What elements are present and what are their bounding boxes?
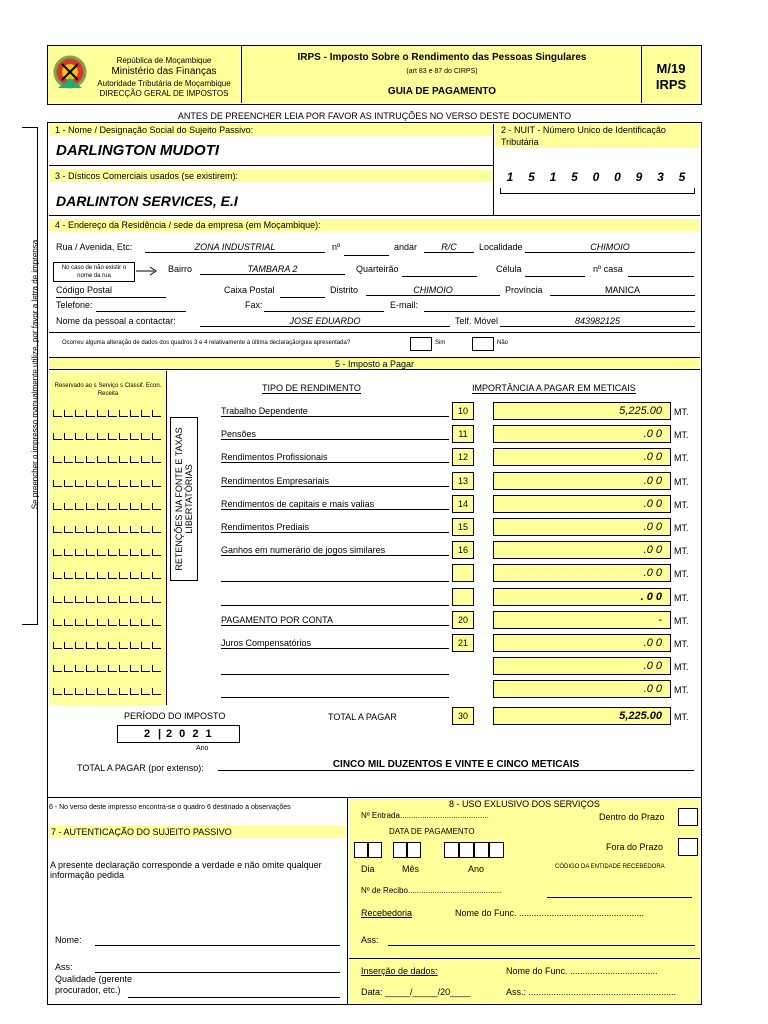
contact-value: JOSE EDUARDO — [200, 316, 450, 327]
section1-label: 1 - Nome / Designação Social do Sujeito Passivo: — [49, 124, 493, 136]
reserved-tick[interactable] — [64, 433, 73, 440]
reserved-tick[interactable] — [141, 433, 150, 440]
reserved-tick[interactable] — [75, 572, 84, 579]
reserved-tick[interactable] — [86, 596, 95, 603]
nao-label: Não — [497, 340, 509, 346]
reserved-tick[interactable] — [53, 596, 62, 603]
row-amount[interactable]: .0 0 — [493, 634, 671, 652]
row-code: 14 — [452, 495, 474, 513]
row-code: 10 — [452, 402, 474, 420]
dia-label: Dia — [361, 864, 375, 874]
nuit-digit: 1 — [549, 170, 557, 184]
reserved-tick[interactable] — [97, 433, 106, 440]
reserved-tick[interactable] — [152, 480, 161, 487]
bairro-label: Bairro — [168, 264, 193, 274]
row-amount[interactable]: .0 0 — [493, 680, 671, 698]
reserved-tick[interactable] — [119, 549, 128, 556]
entrada: Nº Entrada........................................ — [361, 811, 489, 820]
reserved-tick[interactable] — [152, 503, 161, 510]
dentro-label: Dentro do Prazo — [599, 812, 665, 822]
reserved-tick[interactable] — [75, 456, 84, 463]
reserved-tick[interactable] — [119, 619, 128, 626]
row-currency: MT. — [674, 662, 689, 672]
ano-box-1[interactable] — [444, 842, 459, 858]
reserved-tick[interactable] — [64, 480, 73, 487]
reserved-tick[interactable] — [64, 526, 73, 533]
reserved-tick[interactable] — [130, 688, 139, 695]
reserved-tick[interactable] — [97, 665, 106, 672]
row-currency: MT. — [674, 616, 689, 626]
provincia-value: MANICA — [550, 285, 695, 296]
reserved-tick[interactable] — [108, 410, 117, 417]
movel-label: Telf. Móvel — [455, 316, 499, 326]
reserved-tick[interactable] — [53, 549, 62, 556]
reserved-tick[interactable] — [53, 526, 62, 533]
reserved-tick[interactable] — [130, 503, 139, 510]
ano-box-4[interactable] — [489, 842, 504, 858]
reserved-tick[interactable] — [108, 456, 117, 463]
sim-label: Sim — [435, 340, 446, 346]
reserved-tick[interactable] — [119, 688, 128, 695]
row-label — [221, 661, 449, 675]
section7-text: A presente declaração corresponde a verdade e não omite qualquer informação pedida — [50, 860, 322, 880]
reserved-tick[interactable] — [119, 410, 128, 417]
reserved-tick[interactable] — [108, 480, 117, 487]
ass-insercao: Ass.: ........................................................... — [506, 987, 677, 997]
reserved-tick[interactable] — [97, 410, 106, 417]
reserved-tick[interactable] — [119, 480, 128, 487]
reserved-tick[interactable] — [64, 642, 73, 649]
col-tipo: TIPO DE RENDIMENTO — [262, 383, 361, 393]
fora-checkbox[interactable] — [678, 838, 698, 856]
header — [47, 45, 702, 105]
ass-func: Ass: — [361, 935, 379, 945]
distrito-value: CHIMOIO — [366, 285, 500, 296]
nome-label: Nome: — [55, 935, 82, 945]
extenso-label: TOTAL A PAGAR (por extenso): — [77, 763, 204, 773]
qualidade-label: Qualidade (gerente procurador, etc.) — [55, 974, 133, 995]
reserved-tick[interactable] — [108, 572, 117, 579]
reserved-tick[interactable] — [108, 619, 117, 626]
reserved-tick[interactable] — [86, 526, 95, 533]
reserved-tick[interactable] — [119, 642, 128, 649]
row-currency: MT. — [674, 430, 689, 440]
form-tax: IRPS — [655, 77, 687, 92]
reserved-tick[interactable] — [141, 410, 150, 417]
reserved-tick[interactable] — [53, 665, 62, 672]
row-currency: MT. — [674, 569, 689, 579]
reserved-tick[interactable] — [141, 665, 150, 672]
reserved-tick[interactable] — [119, 456, 128, 463]
retention-label: RETENÇÕES NA FONTE E TAXAS LIBERTATÓRIAS — [174, 427, 194, 571]
authority: Autoridade Tributária de Moçambique — [97, 79, 231, 88]
movel-value: 843982125 — [500, 316, 695, 327]
reserved-tick[interactable] — [119, 665, 128, 672]
reserved-tick[interactable] — [86, 549, 95, 556]
reserved-tick[interactable] — [119, 433, 128, 440]
reserved-tick[interactable] — [86, 433, 95, 440]
reserved-tick[interactable] — [86, 642, 95, 649]
codigo-label: Código Postal — [56, 285, 113, 295]
data-insercao: Data: _____/_____/20____ — [361, 987, 471, 997]
reserved-tick[interactable] — [119, 572, 128, 579]
ano-date-label: Ano — [468, 864, 485, 874]
reserved-tick[interactable] — [53, 572, 62, 579]
row-amount[interactable]: .0 0 — [493, 541, 671, 559]
reserved-tick[interactable] — [152, 596, 161, 603]
row-amount[interactable]: . 0 0 — [493, 588, 671, 606]
dia-box-1[interactable] — [354, 842, 368, 858]
dentro-checkbox[interactable] — [678, 808, 698, 826]
row-currency: MT. — [674, 685, 689, 695]
col-importancia: IMPORTÂNCIA A PAGAR EM METICAIS — [472, 383, 636, 393]
street-note: No caso de não existir o nome da rua — [53, 262, 135, 282]
reserved-tick[interactable] — [97, 456, 106, 463]
ano-box-3[interactable] — [474, 842, 489, 858]
distrito-label: Distrito — [330, 285, 359, 295]
reserved-tick[interactable] — [119, 526, 128, 533]
total-amount[interactable]: 5,225.00 — [493, 707, 671, 725]
rua-value: ZONA INDUSTRIAL — [145, 242, 325, 253]
row-currency: MT. — [674, 639, 689, 649]
mes-box-2[interactable] — [407, 842, 421, 858]
row-code — [452, 588, 474, 606]
nuit-digits — [500, 170, 695, 194]
taxpayer-name: DARLINGTON MUDOTI — [56, 142, 220, 159]
reserved-tick[interactable] — [152, 549, 161, 556]
row-amount[interactable]: .0 0 — [493, 472, 671, 490]
row-currency: MT. — [674, 407, 689, 417]
reserved-tick[interactable] — [141, 596, 150, 603]
reserved-tick[interactable] — [64, 665, 73, 672]
instructions: ANTES DE PREENCHER LEIA POR FAVOR AS INTRUÇÕES NO VERSO DESTE DOCUMENTO — [177, 111, 572, 121]
republic: República de Moçambique — [116, 56, 212, 65]
quarteirao-label: Quarteirão — [356, 264, 399, 274]
reserved-tick[interactable] — [130, 433, 139, 440]
row-code: 20 — [452, 611, 474, 629]
reserved-tick[interactable] — [152, 456, 161, 463]
row-code — [452, 564, 474, 582]
nuit-digit: 0 — [592, 170, 600, 184]
total-code: 30 — [452, 707, 474, 725]
reserved-tick[interactable] — [141, 619, 150, 626]
section4-label: 4 - Endereço da Residência / sede da empresa (em Moçambique): — [49, 219, 700, 231]
reserved-tick[interactable] — [152, 688, 161, 695]
reserved-tick[interactable] — [130, 572, 139, 579]
data-pag-label: DATA DE PAGAMENTO — [389, 827, 475, 836]
reserved-tick[interactable] — [108, 688, 117, 695]
nuit-digit: 5 — [571, 170, 578, 184]
insercao: Inserção de dados: — [361, 966, 438, 976]
reserved-tick[interactable] — [141, 572, 150, 579]
row-label — [221, 684, 449, 698]
reserved-tick[interactable] — [75, 433, 84, 440]
nuit-digit: 3 — [657, 170, 664, 184]
reserved-tick[interactable] — [97, 480, 106, 487]
row-label: Rendimentos Profissionais — [221, 452, 449, 463]
row-code: 16 — [452, 541, 474, 559]
rua-label: Rua / Avenida, Etc: — [56, 242, 133, 252]
reserved-tick[interactable] — [141, 642, 150, 649]
row-currency: MT. — [674, 500, 689, 510]
caixa-label: Caixa Postal — [224, 285, 275, 295]
row-amount[interactable]: .0 0 — [493, 495, 671, 513]
nuit-digit: 0 — [614, 170, 621, 184]
reserved-tick[interactable] — [141, 456, 150, 463]
reserved-tick[interactable] — [75, 549, 84, 556]
reserved-tick[interactable] — [86, 503, 95, 510]
reserved-tick[interactable] — [141, 549, 150, 556]
row-label: Trabalho Dependente — [221, 406, 449, 417]
reserved-tick[interactable] — [108, 433, 117, 440]
reserved-tick[interactable] — [152, 526, 161, 533]
reserved-tick[interactable] — [97, 526, 106, 533]
form-code: M/19 — [656, 61, 686, 76]
reserved-tick[interactable] — [130, 480, 139, 487]
row-label — [221, 568, 449, 582]
reserved-tick[interactable] — [130, 642, 139, 649]
row-amount[interactable]: .0 0 — [493, 518, 671, 536]
extenso-value: CINCO MIL DUZENTOS E VINTE E CINCO METICAIS — [218, 759, 694, 771]
reserved-tick[interactable] — [130, 456, 139, 463]
periodo-box: 2 | 2 0 2 1 — [117, 725, 240, 743]
reserved-tick[interactable] — [86, 572, 95, 579]
reserved-tick[interactable] — [75, 642, 84, 649]
section8-label: 8 - USO EXLUSIVO DOS SERVIÇOS — [449, 799, 600, 809]
reserved-tick[interactable] — [108, 596, 117, 603]
reserved-tick[interactable] — [53, 456, 62, 463]
reserved-tick[interactable] — [53, 503, 62, 510]
reserved-tick[interactable] — [130, 596, 139, 603]
reserved-tick[interactable] — [108, 549, 117, 556]
periodo-year: 2 0 2 1 — [166, 728, 214, 740]
row-amount[interactable]: .0 0 — [493, 564, 671, 582]
form-subtitle: (art 83 e 87 do CIRPS) — [406, 68, 478, 75]
section7-label: 7 - AUTENTICAÇÃO DO SUJEITO PASSIVO — [49, 826, 346, 838]
reserved-column — [49, 371, 167, 705]
ministry: Ministério das Finanças — [111, 66, 217, 77]
reserved-tick[interactable] — [53, 642, 62, 649]
reserved-tick[interactable] — [108, 642, 117, 649]
andar-value: R/C — [424, 242, 474, 253]
reserved-tick[interactable] — [130, 410, 139, 417]
row-label: PAGAMENTO POR CONTA — [221, 615, 449, 626]
celula-label: Célula — [496, 264, 522, 274]
reserved-tick[interactable] — [97, 503, 106, 510]
ass-label: Ass: — [55, 962, 73, 972]
reserved-tick[interactable] — [130, 549, 139, 556]
reserved-tick[interactable] — [108, 526, 117, 533]
reserved-tick[interactable] — [75, 410, 84, 417]
reserved-tick[interactable] — [86, 480, 95, 487]
fax-label: Fax: — [245, 300, 263, 310]
reserved-tick[interactable] — [75, 596, 84, 603]
reserved-tick[interactable] — [64, 619, 73, 626]
reserved-tick[interactable] — [141, 526, 150, 533]
section5-label: 5 - Imposto a Pagar — [49, 357, 700, 370]
reserved-tick[interactable] — [86, 456, 95, 463]
codigo-label: CÓDIGO DA ENTIDADE RECEBEDORA — [555, 864, 665, 870]
periodo-label: PERÍODO DO IMPOSTO — [124, 711, 226, 721]
nao-checkbox[interactable] — [472, 337, 494, 351]
reserved-tick[interactable] — [97, 688, 106, 695]
mes-label: Mês — [402, 864, 420, 874]
section6-note: 6 - No verso deste impresso encontra-se o quadro 6 destinado a observações — [49, 804, 291, 811]
reserved-tick[interactable] — [152, 410, 161, 417]
reserved-tick[interactable] — [53, 619, 62, 626]
total-label: TOTAL A PAGAR — [328, 712, 397, 722]
row-amount[interactable]: .0 0 — [493, 657, 671, 675]
reserved-tick[interactable] — [75, 688, 84, 695]
reserved-tick[interactable] — [152, 433, 161, 440]
fora-label: Fora do Prazo — [606, 842, 664, 852]
row-label: Pensões — [221, 429, 449, 440]
row-currency: MT. — [674, 546, 689, 556]
reserved-tick[interactable] — [152, 665, 161, 672]
nuit-digit: 1 — [506, 170, 514, 184]
mes-box-1[interactable] — [393, 842, 407, 858]
reserved-tick[interactable] — [53, 410, 62, 417]
reserved-tick[interactable] — [108, 503, 117, 510]
reserved-tick[interactable] — [75, 619, 84, 626]
no-label: nº — [332, 242, 341, 252]
row-amount[interactable]: 5,225.00 — [493, 402, 671, 420]
reserved-tick[interactable] — [130, 665, 139, 672]
guide-title: GUIA DE PAGAMENTO — [387, 86, 497, 97]
reserved-label: Reservado ao s Serviço s Classif. Econ. Receita — [54, 383, 162, 397]
reserved-tick[interactable] — [152, 572, 161, 579]
reserved-tick[interactable] — [86, 619, 95, 626]
dia-box-2[interactable] — [368, 842, 382, 858]
reserved-tick[interactable] — [64, 572, 73, 579]
section2-label: 2 - NUIT - Número Unico de Identificação Tributária — [495, 124, 700, 148]
reserved-tick[interactable] — [141, 688, 150, 695]
localidade-value: CHIMOIO — [525, 242, 695, 253]
row-currency: MT. — [674, 477, 689, 487]
nuit-digit: 5 — [528, 170, 535, 184]
recebedoria: Recebedoria — [361, 908, 413, 918]
reserved-tick[interactable] — [152, 619, 161, 626]
row-label: Rendimentos de capitais e mais valias — [221, 499, 449, 510]
reserved-tick[interactable] — [86, 688, 95, 695]
telefone-label: Telefone: — [56, 300, 93, 310]
row-amount[interactable]: - — [493, 611, 671, 629]
reserved-tick[interactable] — [64, 456, 73, 463]
row-currency: MT. — [674, 593, 689, 603]
reserved-tick[interactable] — [53, 688, 62, 695]
reserved-tick[interactable] — [130, 526, 139, 533]
form-title: IRPS - Imposto Sobre o Rendimento das Pessoas Singulares — [297, 52, 587, 63]
reserved-tick[interactable] — [97, 572, 106, 579]
andar-label: andar — [394, 242, 418, 252]
reserved-tick[interactable] — [152, 642, 161, 649]
contact-label: Nome da pessoal a contactar: — [56, 316, 176, 326]
reserved-tick[interactable] — [75, 480, 84, 487]
reserved-tick[interactable] — [97, 642, 106, 649]
reserved-tick[interactable] — [119, 503, 128, 510]
reserved-tick[interactable] — [108, 665, 117, 672]
row-label: Ganhos em numerário de jogos similares — [221, 545, 449, 556]
row-label: Rendimentos Prediais — [221, 522, 449, 533]
arrow-right-icon — [136, 266, 158, 276]
reserved-tick[interactable] — [75, 665, 84, 672]
change-question: Ocorreu alguma alteração de dados dos quadros 3 e 4 relativamente à última declaração/guia apresentada? — [62, 340, 351, 346]
reserved-tick[interactable] — [97, 596, 106, 603]
reserved-tick[interactable] — [141, 480, 150, 487]
row-label: Rendimentos Empresariais — [221, 476, 449, 487]
recibo: Nº de Recibo.......................................... — [361, 886, 502, 895]
reserved-tick[interactable] — [130, 619, 139, 626]
row-label — [221, 592, 449, 606]
reserved-tick[interactable] — [75, 503, 84, 510]
ano-box-2[interactable] — [459, 842, 474, 858]
nuit-digit: 9 — [635, 170, 643, 184]
reserved-tick[interactable] — [75, 526, 84, 533]
reserved-tick[interactable] — [97, 619, 106, 626]
reserved-tick[interactable] — [64, 596, 73, 603]
row-currency: MT. — [674, 523, 689, 533]
directorate: DIRECÇÃO GERAL DE IMPOSTOS — [99, 89, 229, 98]
nome-func2: Nome do Func. ................................... — [506, 966, 658, 976]
trade-name: DARLINTON SERVICES, E.I — [56, 193, 238, 209]
bairro-value: TAMBARA 2 — [200, 264, 345, 275]
row-amount[interactable]: .0 0 — [493, 448, 671, 466]
nuit-digit: 5 — [678, 170, 686, 184]
row-label: Juros Compensatórios — [221, 638, 449, 649]
reserved-tick[interactable] — [53, 480, 62, 487]
row-amount[interactable]: .0 0 — [493, 425, 671, 443]
reserved-tick[interactable] — [97, 549, 106, 556]
sim-checkbox[interactable] — [410, 337, 432, 351]
reserved-tick[interactable] — [64, 688, 73, 695]
row-code: 12 — [452, 448, 474, 466]
emblem-icon — [52, 54, 88, 94]
row-code: 21 — [452, 634, 474, 652]
reserved-tick[interactable] — [64, 410, 73, 417]
reserved-tick[interactable] — [86, 665, 95, 672]
reserved-tick[interactable] — [64, 503, 73, 510]
row-currency: MT. — [674, 453, 689, 463]
periodo-month: 2 — [144, 728, 151, 740]
row-code: 13 — [452, 472, 474, 490]
total-currency: MT. — [674, 712, 689, 722]
ano-label: Ano — [196, 745, 209, 752]
reserved-tick[interactable] — [141, 503, 150, 510]
reserved-tick[interactable] — [119, 596, 128, 603]
localidade-label: Localidade — [479, 242, 523, 252]
casa-label: nº casa — [593, 264, 623, 274]
reserved-tick[interactable] — [86, 410, 95, 417]
section3-label: 3 - Dísticos Comerciais usados (se existirem): — [49, 170, 493, 182]
side-note: Se preencher o impresso manualmente utilize, por favor a letra de imprensa — [30, 239, 40, 510]
row-code: 15 — [452, 518, 474, 536]
reserved-tick[interactable] — [53, 433, 62, 440]
provincia-label: Província — [505, 285, 543, 295]
email-label: E-mail: — [390, 300, 419, 310]
row-code: 11 — [452, 425, 474, 443]
nome-func: Nome do Func. .................................................. — [455, 908, 645, 918]
reserved-tick[interactable] — [64, 549, 73, 556]
